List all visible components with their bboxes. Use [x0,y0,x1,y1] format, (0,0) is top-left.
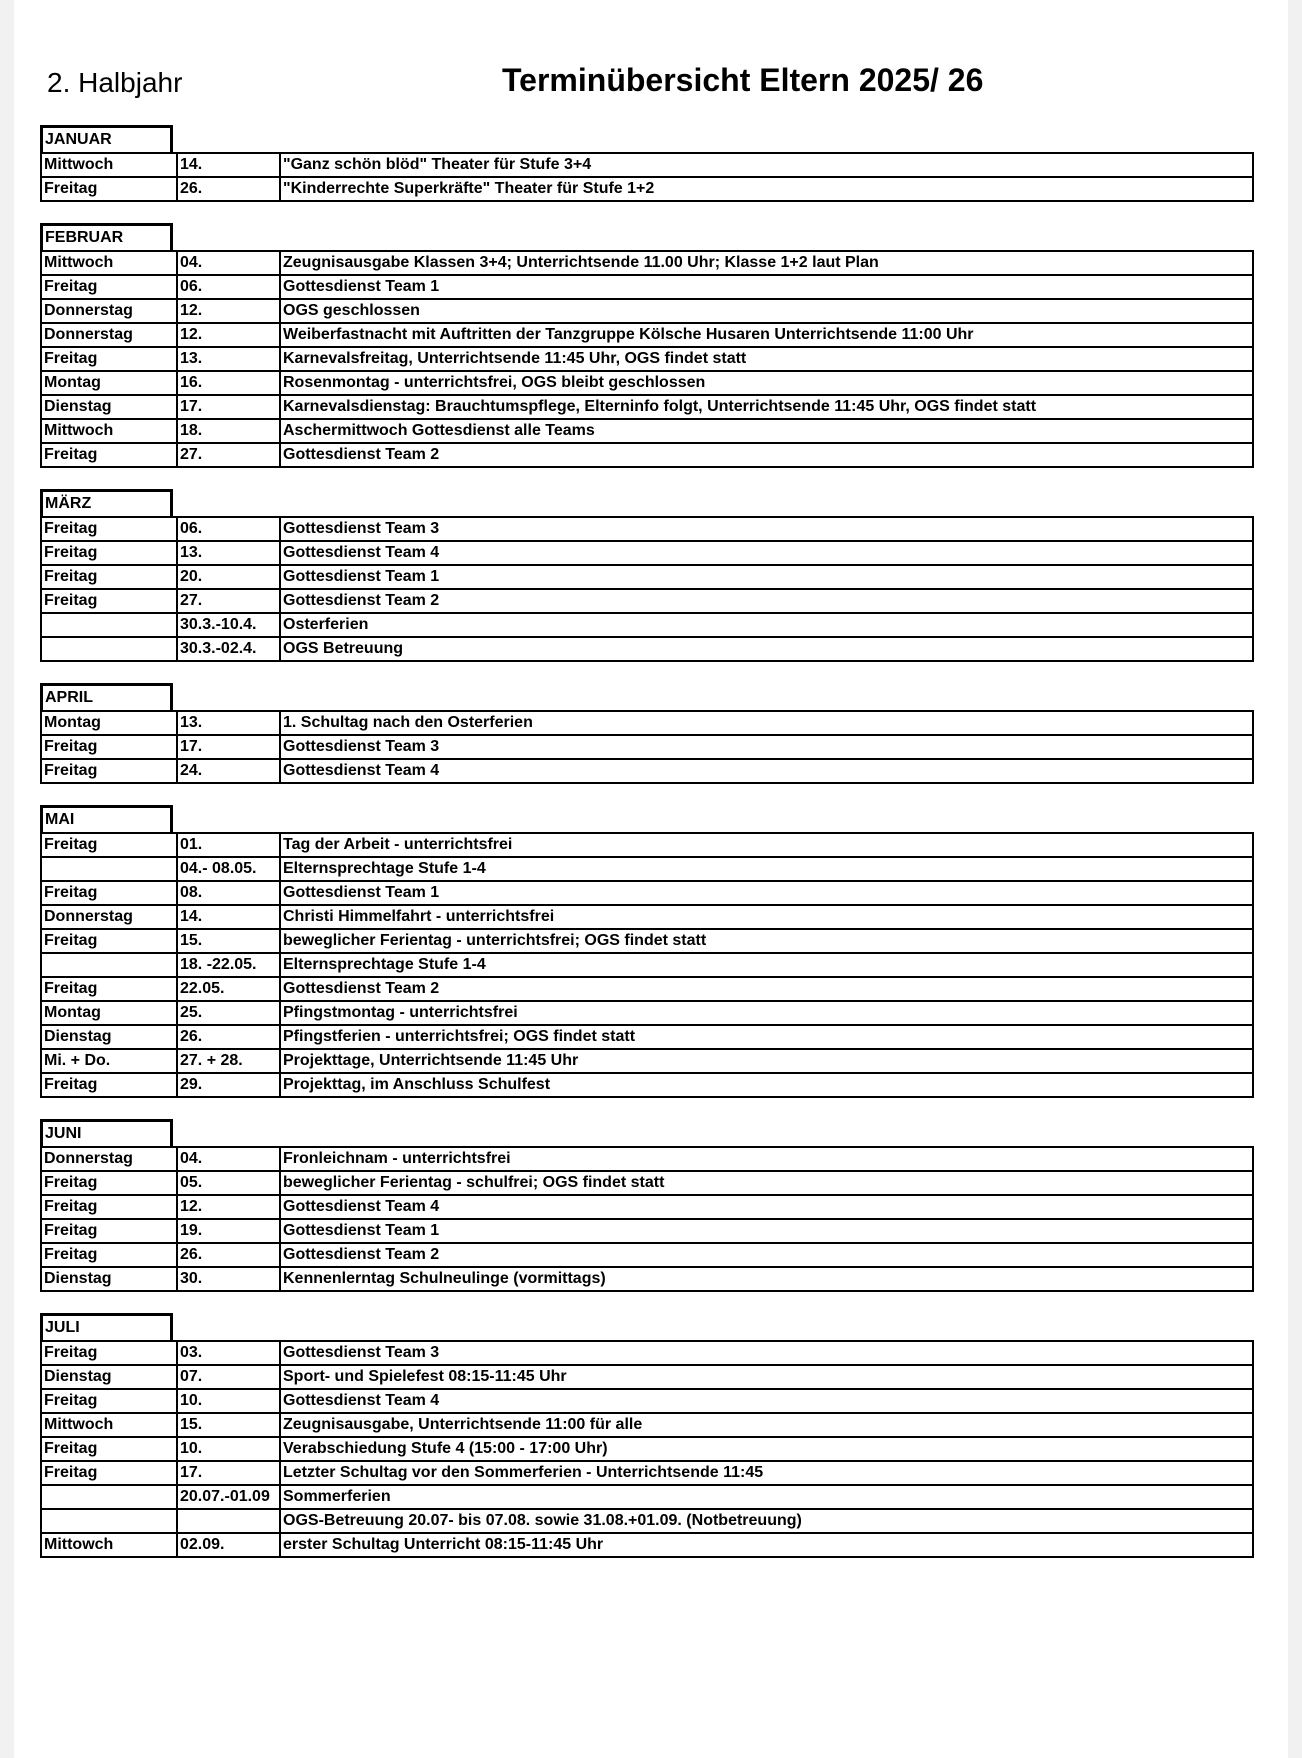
date-cell: 14. [177,905,280,929]
event-cell: Gottesdienst Team 2 [280,443,1253,467]
event-cell: OGS Betreuung [280,637,1253,661]
table-row [41,1147,1253,1171]
month-header: FEBRUAR [40,223,173,250]
month-header: JANUAR [40,125,173,152]
table-row [41,1243,1253,1267]
event-cell: Sommerferien [280,1485,1253,1509]
table-row [41,1219,1253,1243]
date-cell: 04. [177,251,280,275]
event-cell: Gottesdienst Team 1 [280,1219,1253,1243]
event-cell: erster Schultag Unterricht 08:15-11:45 Uhr [280,1533,1253,1557]
day-cell: Freitag [41,443,177,467]
date-cell: 10. [177,1389,280,1413]
table-row [41,953,1253,977]
table-row [41,1413,1253,1437]
table-row [41,323,1253,347]
date-cell: 13. [177,711,280,735]
day-cell: Freitag [41,1219,177,1243]
date-cell: 01. [177,833,280,857]
date-cell: 17. [177,395,280,419]
table-row [41,517,1253,541]
day-cell: Mittwoch [41,251,177,275]
page-edge-right [1288,0,1302,1758]
event-cell: Projekttage, Unterrichtsende 11:45 Uhr [280,1049,1253,1073]
day-cell: Freitag [41,759,177,783]
day-cell: Freitag [41,1461,177,1485]
date-cell: 17. [177,735,280,759]
event-cell: Zeugnisausgabe, Unterrichtsende 11:00 für alle [280,1413,1253,1437]
page-title: Terminübersicht Eltern 2025/ 26 [502,62,984,98]
event-cell: Elternsprechtage Stufe 1-4 [280,953,1253,977]
table-row [41,419,1253,443]
table-row [41,1533,1253,1557]
day-cell: Montag [41,711,177,735]
day-cell: Donnerstag [41,1147,177,1171]
table-row [41,977,1253,1001]
date-cell: 27. [177,589,280,613]
day-cell [41,613,177,637]
term-label: 2. Halbjahr [47,67,183,98]
date-cell: 03. [177,1341,280,1365]
table-row [41,929,1253,953]
table-row [41,1195,1253,1219]
date-cell: 16. [177,371,280,395]
day-cell: Freitag [41,565,177,589]
day-cell: Donnerstag [41,905,177,929]
date-cell: 25. [177,1001,280,1025]
table-row [41,1049,1253,1073]
date-cell: 18. -22.05. [177,953,280,977]
day-cell: Freitag [41,1073,177,1097]
event-cell: Pfingstferien - unterrichtsfrei; OGS findet statt [280,1025,1253,1049]
table-row [41,881,1253,905]
table-row [41,735,1253,759]
date-cell: 06. [177,275,280,299]
day-cell: Freitag [41,977,177,1001]
date-cell: 15. [177,929,280,953]
table-row [41,1001,1253,1025]
date-cell: 07. [177,1365,280,1389]
event-cell: Osterferien [280,613,1253,637]
date-cell: 04. [177,1147,280,1171]
event-cell: Pfingstmontag - unterrichtsfrei [280,1001,1253,1025]
event-cell: Gottesdienst Team 4 [280,759,1253,783]
month-section [40,1313,1254,1558]
day-cell: Freitag [41,177,177,201]
table-row [41,153,1253,177]
page-edge-left [0,0,14,1758]
table-row [41,613,1253,637]
month-table [40,710,1254,784]
date-cell: 13. [177,541,280,565]
day-cell: Mittwoch [41,1413,177,1437]
date-cell: 12. [177,299,280,323]
day-cell: Montag [41,371,177,395]
event-cell: Gottesdienst Team 3 [280,1341,1253,1365]
day-cell: Freitag [41,275,177,299]
table-row [41,857,1253,881]
day-cell: Dienstag [41,1025,177,1049]
event-cell: Gottesdienst Team 4 [280,541,1253,565]
table-row [41,1341,1253,1365]
event-cell: Aschermittwoch Gottesdienst alle Teams [280,419,1253,443]
date-cell: 27. + 28. [177,1049,280,1073]
day-cell: Dienstag [41,1267,177,1291]
event-cell: Rosenmontag - unterrichtsfrei, OGS bleibt geschlossen [280,371,1253,395]
event-cell: Sport- und Spielefest 08:15-11:45 Uhr [280,1365,1253,1389]
day-cell: Freitag [41,517,177,541]
table-row [41,1509,1253,1533]
table-row [41,1365,1253,1389]
event-cell: Kennenlerntag Schulneulinge (vormittags) [280,1267,1253,1291]
event-cell: Verabschiedung Stufe 4 (15:00 - 17:00 Uhr) [280,1437,1253,1461]
day-cell: Donnerstag [41,323,177,347]
table-row [41,759,1253,783]
day-cell: Dienstag [41,1365,177,1389]
month-section [40,683,1254,784]
month-section [40,125,1254,202]
event-cell: Zeugnisausgabe Klassen 3+4; Unterrichtsende 11.00 Uhr; Klasse 1+2 laut Plan [280,251,1253,275]
table-row [41,177,1253,201]
event-cell: Gottesdienst Team 2 [280,589,1253,613]
date-cell [177,1509,280,1533]
month-table [40,1146,1254,1292]
day-cell: Freitag [41,1389,177,1413]
month-header: MAI [40,805,173,832]
event-cell: Gottesdienst Team 3 [280,517,1253,541]
table-row [41,1073,1253,1097]
day-cell: Freitag [41,1171,177,1195]
date-cell: 26. [177,177,280,201]
event-cell: Gottesdienst Team 1 [280,275,1253,299]
table-row [41,443,1253,467]
month-header: JUNI [40,1119,173,1146]
table-row [41,541,1253,565]
month-table [40,250,1254,468]
table-row [41,589,1253,613]
event-cell: Karnevalsfreitag, Unterrichtsende 11:45 Uhr, OGS findet statt [280,347,1253,371]
date-cell: 27. [177,443,280,467]
table-row [41,1267,1253,1291]
day-cell: Freitag [41,1341,177,1365]
month-section [40,489,1254,662]
table-row [41,637,1253,661]
date-cell: 30.3.-10.4. [177,613,280,637]
day-cell [41,637,177,661]
date-cell: 26. [177,1025,280,1049]
month-table [40,152,1254,202]
month-table [40,1340,1254,1558]
date-cell: 10. [177,1437,280,1461]
event-cell: "Kinderrechte Superkräfte" Theater für Stufe 1+2 [280,177,1253,201]
month-table [40,516,1254,662]
event-cell: OGS geschlossen [280,299,1253,323]
schedule [40,125,1254,1579]
table-row [41,905,1253,929]
date-cell: 15. [177,1413,280,1437]
event-cell: Gottesdienst Team 1 [280,565,1253,589]
table-row [41,1389,1253,1413]
day-cell [41,1485,177,1509]
event-cell: 1. Schultag nach den Osterferien [280,711,1253,735]
day-cell [41,857,177,881]
day-cell: Freitag [41,881,177,905]
day-cell [41,953,177,977]
event-cell: Tag der Arbeit - unterrichtsfrei [280,833,1253,857]
day-cell: Montag [41,1001,177,1025]
date-cell: 20.07.-01.09 [177,1485,280,1509]
month-header: JULI [40,1313,173,1340]
event-cell: Christi Himmelfahrt - unterrichtsfrei [280,905,1253,929]
event-cell: Gottesdienst Team 2 [280,1243,1253,1267]
event-cell: Gottesdienst Team 1 [280,881,1253,905]
month-header: APRIL [40,683,173,710]
table-row [41,833,1253,857]
date-cell: 20. [177,565,280,589]
month-section [40,805,1254,1098]
date-cell: 26. [177,1243,280,1267]
event-cell: Gottesdienst Team 4 [280,1389,1253,1413]
date-cell: 24. [177,759,280,783]
date-cell: 22.05. [177,977,280,1001]
date-cell: 12. [177,323,280,347]
date-cell: 05. [177,1171,280,1195]
date-cell: 04.- 08.05. [177,857,280,881]
event-cell: Letzter Schultag vor den Sommerferien - Unterrichtsende 11:45 [280,1461,1253,1485]
day-cell [41,1509,177,1533]
day-cell: Freitag [41,1437,177,1461]
event-cell: Gottesdienst Team 4 [280,1195,1253,1219]
date-cell: 19. [177,1219,280,1243]
date-cell: 12. [177,1195,280,1219]
date-cell: 30.3.-02.4. [177,637,280,661]
table-row [41,275,1253,299]
table-row [41,1025,1253,1049]
date-cell: 18. [177,419,280,443]
month-section [40,1119,1254,1292]
day-cell: Freitag [41,833,177,857]
table-row [41,347,1253,371]
day-cell: Mittowch [41,1533,177,1557]
table-row [41,395,1253,419]
date-cell: 13. [177,347,280,371]
day-cell: Freitag [41,1243,177,1267]
day-cell: Freitag [41,1195,177,1219]
date-cell: 29. [177,1073,280,1097]
day-cell: Mi. + Do. [41,1049,177,1073]
event-cell: Elternsprechtage Stufe 1-4 [280,857,1253,881]
table-row [41,299,1253,323]
event-cell: beweglicher Ferientag - unterrichtsfrei; OGS findet statt [280,929,1253,953]
date-cell: 30. [177,1267,280,1291]
table-row [41,1171,1253,1195]
date-cell: 17. [177,1461,280,1485]
date-cell: 02.09. [177,1533,280,1557]
day-cell: Freitag [41,589,177,613]
day-cell: Freitag [41,347,177,371]
month-table [40,832,1254,1098]
event-cell: Weiberfastnacht mit Auftritten der Tanzgruppe Kölsche Husaren Unterrichtsende 11:00 Uhr [280,323,1253,347]
month-section [40,223,1254,468]
date-cell: 06. [177,517,280,541]
table-row [41,1485,1253,1509]
day-cell: Donnerstag [41,299,177,323]
date-cell: 14. [177,153,280,177]
event-cell: "Ganz schön blöd" Theater für Stufe 3+4 [280,153,1253,177]
event-cell: OGS-Betreuung 20.07- bis 07.08. sowie 31.08.+01.09. (Notbetreuung) [280,1509,1253,1533]
event-cell: beweglicher Ferientag - schulfrei; OGS findet statt [280,1171,1253,1195]
event-cell: Fronleichnam - unterrichtsfrei [280,1147,1253,1171]
event-cell: Gottesdienst Team 2 [280,977,1253,1001]
date-cell: 08. [177,881,280,905]
month-header: MÄRZ [40,489,173,516]
day-cell: Mittwoch [41,419,177,443]
event-cell: Karnevalsdienstag: Brauchtumspflege, Elterninfo folgt, Unterrichtsende 11:45 Uhr, OGS findet statt [280,395,1253,419]
table-row [41,565,1253,589]
table-row [41,1461,1253,1485]
table-row [41,1437,1253,1461]
day-cell: Dienstag [41,395,177,419]
table-row [41,371,1253,395]
day-cell: Freitag [41,735,177,759]
day-cell: Mittwoch [41,153,177,177]
day-cell: Freitag [41,929,177,953]
event-cell: Projekttag, im Anschluss Schulfest [280,1073,1253,1097]
table-row [41,711,1253,735]
event-cell: Gottesdienst Team 3 [280,735,1253,759]
day-cell: Freitag [41,541,177,565]
table-row [41,251,1253,275]
